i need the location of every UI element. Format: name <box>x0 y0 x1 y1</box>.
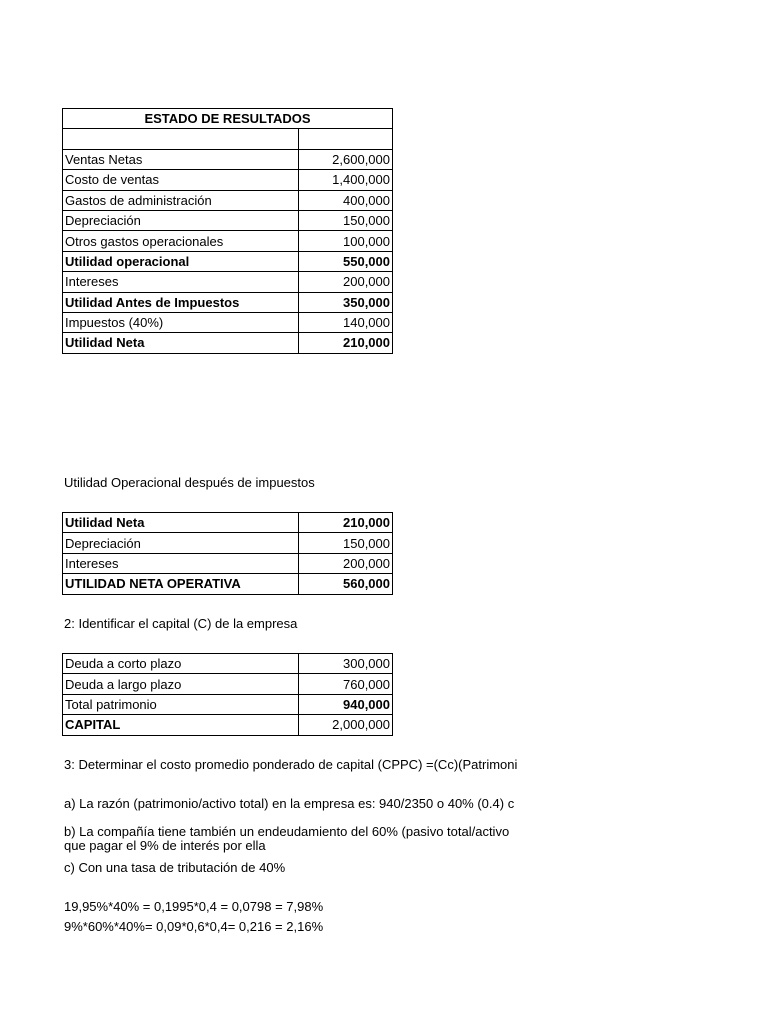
row-value: 760,000 <box>299 674 393 694</box>
estado-rows <box>63 149 393 353</box>
capital-rows <box>63 654 393 736</box>
uodi-rows <box>63 513 393 595</box>
row-label: Utilidad Neta <box>63 333 299 353</box>
row-value: 1,400,000 <box>299 170 393 190</box>
row-label: Costo de ventas <box>63 170 299 190</box>
table-row <box>63 312 393 332</box>
table-row <box>63 231 393 251</box>
table-row <box>63 149 393 169</box>
row-label: Utilidad Neta <box>63 513 299 533</box>
table-row <box>63 210 393 230</box>
table-row-empty <box>63 129 393 149</box>
table-row <box>63 553 393 573</box>
table-row <box>63 513 393 533</box>
uodi-heading: Utilidad Operacional después de impuestos <box>64 475 315 490</box>
row-value: 550,000 <box>299 251 393 271</box>
cppc-calc-1: 19,95%*40% = 0,1995*0,4 = 0,0798 = 7,98% <box>64 899 324 914</box>
row-label: Depreciación <box>63 210 299 230</box>
capital-table <box>62 653 393 736</box>
row-value: 350,000 <box>299 292 393 312</box>
row-value: 150,000 <box>299 210 393 230</box>
row-value: 200,000 <box>299 553 393 573</box>
row-value: 560,000 <box>299 574 393 594</box>
row-label: Depreciación <box>63 533 299 553</box>
row-label: Intereses <box>63 272 299 292</box>
row-label: Gastos de administración <box>63 190 299 210</box>
table-row <box>63 654 393 674</box>
table-row <box>63 694 393 714</box>
table-header-row <box>63 109 393 129</box>
row-label: Otros gastos operacionales <box>63 231 299 251</box>
row-value: 2,600,000 <box>299 149 393 169</box>
table-row <box>63 190 393 210</box>
table-row <box>63 715 393 735</box>
table-row <box>63 674 393 694</box>
uodi-table <box>62 512 393 595</box>
row-value: 400,000 <box>299 190 393 210</box>
cppc-heading: 3: Determinar el costo promedio ponderado de capital (CPPC) =(Cc)(Patrimoni <box>64 757 518 772</box>
row-label: Intereses <box>63 553 299 573</box>
row-label: Total patrimonio <box>63 694 299 714</box>
row-value: 300,000 <box>299 654 393 674</box>
row-label: Impuestos (40%) <box>63 312 299 332</box>
cppc-item-c: c) Con una tasa de tributación de 40% <box>64 860 286 875</box>
cppc-item-b-line2: que pagar el 9% de interés por ella <box>64 838 266 853</box>
cppc-calc-2: 9%*60%*40%= 0,09*0,6*0,4= 0,216 = 2,16% <box>64 919 324 934</box>
row-value: 100,000 <box>299 231 393 251</box>
estado-title: ESTADO DE RESULTADOS <box>63 109 393 129</box>
row-label: CAPITAL <box>63 715 299 735</box>
row-label: UTILIDAD NETA OPERATIVA <box>63 574 299 594</box>
cppc-item-a: a) La razón (patrimonio/activo total) en la empresa es: 940/2350 o 40% (0.4) c <box>64 796 515 811</box>
row-label: Utilidad operacional <box>63 251 299 271</box>
cppc-item-b-line1: b) La compañía tiene también un endeudamiento del 60% (pasivo total/activo <box>64 824 510 839</box>
capital-heading: 2: Identificar el capital (C) de la empresa <box>64 616 298 631</box>
row-label: Deuda a corto plazo <box>63 654 299 674</box>
row-label: Utilidad Antes de Impuestos <box>63 292 299 312</box>
row-value: 200,000 <box>299 272 393 292</box>
row-label: Deuda a largo plazo <box>63 674 299 694</box>
table-row <box>63 292 393 312</box>
table-row <box>63 574 393 594</box>
table-row <box>63 251 393 271</box>
table-row <box>63 533 393 553</box>
row-label: Ventas Netas <box>63 149 299 169</box>
row-value: 150,000 <box>299 533 393 553</box>
row-value: 210,000 <box>299 333 393 353</box>
row-value: 940,000 <box>299 694 393 714</box>
table-row <box>63 333 393 353</box>
table-row <box>63 170 393 190</box>
row-value: 140,000 <box>299 312 393 332</box>
table-row <box>63 272 393 292</box>
row-value: 210,000 <box>299 513 393 533</box>
row-value: 2,000,000 <box>299 715 393 735</box>
estado-resultados-table <box>62 108 393 354</box>
